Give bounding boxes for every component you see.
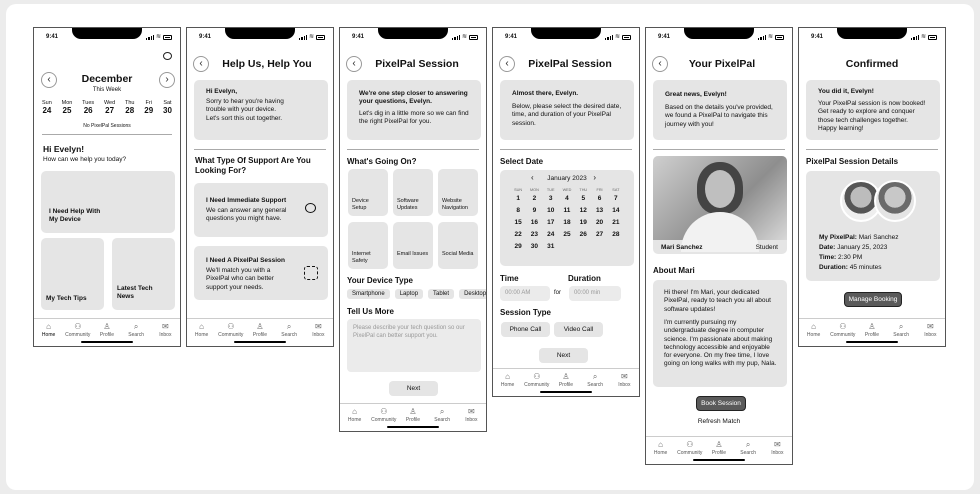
calendar-day[interactable]: 14 xyxy=(612,207,620,214)
match-card: Great news, Evelyn! Based on the details you've provided, we found a PixelPal to navigate this journey with you! xyxy=(653,80,787,140)
next-button[interactable]: Next xyxy=(539,348,588,363)
search-icon: ⌕ xyxy=(898,322,904,331)
nav-search[interactable]: ⌕ Search xyxy=(281,322,298,338)
bio-card: Hi there! I'm Mari, your dedicated PixelPal, ready to teach you all about software updates! I'm currently pursuing my undergraduate degree in computer science. I'm passionate about making technology accessible and enjoyable for everyone. On my free time, I love going on long walks with my pup, Nala. xyxy=(653,280,787,387)
inbox-icon: ✉ xyxy=(467,407,475,416)
calendar-day[interactable]: 25 xyxy=(563,231,571,238)
calendar-day[interactable]: 18 xyxy=(563,219,571,226)
home-indicator xyxy=(846,341,898,344)
calendar-day[interactable]: 15 xyxy=(514,219,522,226)
page-title: PixelPal Session xyxy=(375,58,459,70)
status-time: 9:41 xyxy=(352,34,365,40)
user-avatar xyxy=(874,180,916,222)
calendar-day[interactable]: 3 xyxy=(548,195,553,202)
profile-icon: ♙ xyxy=(562,372,570,381)
calendar-day xyxy=(575,243,591,252)
home-icon: ⌂ xyxy=(199,322,205,331)
calendar-day[interactable]: 29 xyxy=(514,243,522,250)
notch xyxy=(531,27,601,39)
calendar-day[interactable]: 12 xyxy=(579,207,587,214)
pixelpal-role: Student xyxy=(755,244,778,251)
nav-search[interactable]: ⌕ Search xyxy=(128,322,145,338)
nav-community[interactable]: ⚇ Community xyxy=(218,322,244,338)
nav-profile[interactable]: ♙ Profile xyxy=(252,322,268,338)
greeting: Hi Evelyn! xyxy=(43,144,85,154)
inbox-icon: ✉ xyxy=(926,322,934,331)
nav-inbox[interactable]: ✉ Inbox xyxy=(159,322,172,338)
device-chips xyxy=(347,289,487,299)
inbox-icon: ✉ xyxy=(773,440,781,449)
topic-social-media[interactable]: Social Media xyxy=(438,222,478,269)
home-icon: ⌂ xyxy=(658,440,664,449)
detail-pixelpal: My PixelPal: Mari Sanchez xyxy=(819,234,899,241)
signal-icon xyxy=(299,35,307,40)
notch xyxy=(72,27,142,39)
nav-home[interactable]: ⌂ Home xyxy=(653,440,668,456)
calendar-day[interactable]: 24 xyxy=(547,231,555,238)
calendar-month: January 2023 xyxy=(547,175,587,182)
nav-inbox[interactable]: ✉ Inbox xyxy=(465,407,478,423)
refresh-match-link[interactable]: Refresh Match xyxy=(697,418,741,425)
home-indicator xyxy=(387,426,439,429)
home-icon: ⌂ xyxy=(811,322,817,331)
nav-profile[interactable]: ♙ Profile xyxy=(405,407,421,423)
calendar-day xyxy=(608,243,624,252)
calendar-day[interactable]: 23 xyxy=(530,231,539,238)
community-icon: ⚇ xyxy=(380,407,388,416)
week-day[interactable]: Sun 24 xyxy=(42,100,52,115)
nav-community[interactable]: ⚇ Community xyxy=(371,407,397,423)
screen-schedule xyxy=(492,27,640,397)
back-button[interactable]: ‹ xyxy=(499,56,515,72)
calendar-day[interactable]: 6 xyxy=(597,195,602,202)
wifi-icon: ≋ xyxy=(614,34,620,40)
status-icons xyxy=(758,34,784,40)
week-day[interactable]: Tues 26 xyxy=(82,100,95,115)
signal-icon xyxy=(146,35,154,40)
week-day[interactable]: Mon 25 xyxy=(61,100,73,115)
profile-photo xyxy=(653,156,787,240)
calendar xyxy=(500,170,634,266)
inbox-icon: ✉ xyxy=(620,372,628,381)
divider xyxy=(653,149,785,150)
immediate-support-option[interactable]: I Need Immediate Support We can answer any general questions you might have. xyxy=(194,183,328,237)
next-month-icon[interactable]: › xyxy=(593,173,596,182)
for-label: for xyxy=(554,290,562,296)
calendar-day[interactable]: 27 xyxy=(595,231,604,238)
next-month-button[interactable]: › xyxy=(159,72,175,88)
wifi-icon: ≋ xyxy=(920,34,926,40)
no-sessions-label: No PixelPal Sessions xyxy=(83,123,131,129)
status-time: 9:41 xyxy=(505,34,518,40)
prev-month-icon[interactable]: ‹ xyxy=(531,173,534,182)
back-button[interactable]: ‹ xyxy=(346,56,362,72)
calendar-day[interactable]: 2 xyxy=(532,195,537,202)
status-icons xyxy=(911,34,937,40)
support-question: What Type Of Support Are You Looking For? xyxy=(195,156,311,175)
help-device-card[interactable]: I Need Help With My Device xyxy=(41,171,175,233)
nav-profile[interactable]: ♙ Profile xyxy=(99,322,115,338)
screen-home xyxy=(33,27,181,347)
week-day[interactable]: Sat 30 xyxy=(163,100,172,115)
next-button[interactable]: Next xyxy=(389,381,438,396)
detail-duration: Duration: 45 minutes xyxy=(819,264,882,271)
back-button[interactable]: ‹ xyxy=(193,56,209,72)
page-title: Help Us, Help You xyxy=(222,58,312,70)
chat-icon[interactable] xyxy=(163,52,172,60)
notch xyxy=(684,27,754,39)
calendar-day xyxy=(591,243,607,252)
topic-email-issues[interactable]: Email Issues xyxy=(393,222,433,269)
status-time: 9:41 xyxy=(46,34,59,40)
status-time: 9:41 xyxy=(199,34,212,40)
divider xyxy=(347,149,479,150)
nav-profile[interactable]: ♙ Profile xyxy=(558,372,574,388)
home-icon: ⌂ xyxy=(46,322,52,331)
inbox-icon: ✉ xyxy=(161,322,169,331)
nav-community[interactable]: ⚇ Community xyxy=(524,372,550,388)
time-label: Time xyxy=(500,274,519,283)
community-icon: ⚇ xyxy=(533,372,541,381)
nav-inbox[interactable]: ✉ Inbox xyxy=(312,322,325,338)
status-icons xyxy=(146,34,172,40)
calendar-day[interactable]: 4 xyxy=(565,195,569,202)
going-on-title: What's Going On? xyxy=(347,157,417,166)
status-time: 9:41 xyxy=(658,34,671,40)
week-day[interactable]: Fri 29 xyxy=(144,100,154,115)
nav-community[interactable]: ⚇ Community xyxy=(830,322,856,338)
nav-search[interactable]: ⌕ Search xyxy=(740,440,757,456)
nav-profile[interactable]: ♙ Profile xyxy=(864,322,880,338)
signal-icon xyxy=(605,35,613,40)
session-type-title: Session Type xyxy=(500,308,551,317)
nav-community[interactable]: ⚇ Community xyxy=(65,322,91,338)
search-icon: ⌕ xyxy=(286,322,292,331)
profile-icon: ♙ xyxy=(868,322,876,331)
search-icon: ⌕ xyxy=(745,440,751,449)
calendar-day[interactable]: 31 xyxy=(547,243,555,250)
topic-device-setup[interactable]: Device Setup xyxy=(348,169,388,216)
intro-card: Almost there, Evelyn. Below, please select the desired date, time, and duration of your PixelPal session. xyxy=(500,80,634,140)
calendar-day[interactable]: 26 xyxy=(579,231,587,238)
header xyxy=(346,55,480,73)
detail-date: Date: January 25, 2023 xyxy=(819,244,888,251)
screen-help-type xyxy=(186,27,334,347)
help-question: How can we help you today? xyxy=(43,156,127,163)
wifi-icon: ≋ xyxy=(767,34,773,40)
notch xyxy=(837,27,907,39)
community-icon: ⚇ xyxy=(227,322,235,331)
notch xyxy=(225,27,295,39)
home-indicator xyxy=(540,391,592,394)
this-week-label: This Week xyxy=(92,87,122,93)
nav-community[interactable]: ⚇ Community xyxy=(677,440,703,456)
screen-session-details xyxy=(339,27,487,432)
community-icon: ⚇ xyxy=(839,322,847,331)
home-indicator xyxy=(693,459,745,462)
topic-software-updates[interactable]: Software Updates xyxy=(393,169,433,216)
screen-confirmed xyxy=(798,27,946,347)
header xyxy=(499,55,633,73)
search-icon: ⌕ xyxy=(133,322,139,331)
manage-booking-button[interactable]: Manage Booking xyxy=(844,292,902,307)
battery-icon xyxy=(316,35,325,40)
notch xyxy=(378,27,448,39)
calendar-day[interactable]: 22 xyxy=(514,231,522,238)
battery-icon xyxy=(775,35,784,40)
battery-icon xyxy=(163,35,172,40)
search-icon: ⌕ xyxy=(439,407,445,416)
profile-icon: ♙ xyxy=(409,407,417,416)
calendar-day[interactable]: 28 xyxy=(612,231,620,238)
pixelpal-session-option[interactable]: I Need A PixelPal Session We'll match you with a PixelPal who can better support your needs. xyxy=(194,246,328,300)
device-desktop-chip[interactable]: Desktop xyxy=(459,289,487,299)
page-title: Your PixelPal xyxy=(688,58,756,70)
calendar-grid: SUN MON TUE WED THU FRI SAT 1 2 3 4 5 6 7 8 9 10 11 12 13 14 15 16 17 18 19 20 21 22 23 24 25 26 27 28 29 30 31 xyxy=(510,188,624,252)
header xyxy=(805,55,939,73)
page-title: PixelPal Session xyxy=(528,58,612,70)
device-laptop-chip[interactable]: Laptop xyxy=(395,289,423,299)
chat-bubbles-icon xyxy=(305,203,316,213)
battery-icon xyxy=(622,35,631,40)
topic-internet-safety[interactable]: Internet Safety xyxy=(348,222,388,269)
wifi-icon: ≋ xyxy=(461,34,467,40)
week-day[interactable]: Wed 27 xyxy=(103,100,116,115)
device-smartphone-chip[interactable]: Smartphone xyxy=(347,289,390,299)
people-grid-icon xyxy=(304,266,318,280)
phone-call-button[interactable]: Phone Call xyxy=(501,322,550,337)
community-icon: ⚇ xyxy=(74,322,82,331)
duration-input[interactable]: 00:00 min xyxy=(569,286,621,301)
calendar-day xyxy=(559,243,575,252)
nav-inbox[interactable]: ✉ Inbox xyxy=(618,372,631,388)
calendar-day[interactable]: 13 xyxy=(595,207,604,214)
screen-your-pixelpal xyxy=(645,27,793,465)
topic-website-navigation[interactable]: Website Navigation xyxy=(438,169,478,216)
wifi-icon: ≋ xyxy=(155,34,161,40)
back-button[interactable]: ‹ xyxy=(652,56,668,72)
person-face xyxy=(705,170,735,208)
message-card: Hi Evelyn, Sorry to hear you're having trouble with your device. Let's sort this out together. xyxy=(194,80,328,140)
battery-icon xyxy=(469,35,478,40)
detail-time: Time: 2:30 PM xyxy=(819,254,863,261)
week-day[interactable]: Thu 28 xyxy=(125,100,135,115)
signal-icon xyxy=(758,35,766,40)
divider xyxy=(42,134,172,135)
inbox-icon: ✉ xyxy=(314,322,322,331)
pixelpal-name: Mari Sanchez xyxy=(661,244,703,251)
home-icon: ⌂ xyxy=(352,407,358,416)
nav-search[interactable]: ⌕ Search xyxy=(587,372,604,388)
time-input[interactable]: 00:00 AM xyxy=(500,286,550,301)
device-tablet-chip[interactable]: Tablet xyxy=(428,289,454,299)
header xyxy=(193,55,327,73)
nav-home[interactable]: ⌂ Home xyxy=(347,407,362,423)
calendar-day[interactable]: 8 xyxy=(516,207,520,214)
nav-search[interactable]: ⌕ Search xyxy=(893,322,910,338)
calendar-day[interactable]: 10 xyxy=(547,207,555,214)
profile-icon: ♙ xyxy=(256,322,264,331)
calendar-day[interactable]: 20 xyxy=(595,219,604,226)
profile-card xyxy=(653,156,787,254)
prev-month-button[interactable]: ‹ xyxy=(41,72,57,88)
nav-home[interactable]: ⌂ Home xyxy=(41,322,56,338)
nav-profile[interactable]: ♙ Profile xyxy=(711,440,727,456)
calendar-day[interactable]: 19 xyxy=(579,219,587,226)
status-icons xyxy=(605,34,631,40)
nav-home[interactable]: ⌂ Home xyxy=(500,372,515,388)
intro-card: We're one step closer to answering your questions, Evelyn. Let's dig in a little more so we can find the right PixelPal for you. xyxy=(347,80,481,140)
device-type-title: Your Device Type xyxy=(347,276,413,285)
search-icon: ⌕ xyxy=(592,372,598,381)
status-icons xyxy=(452,34,478,40)
status-icons xyxy=(299,34,325,40)
battery-icon xyxy=(928,35,937,40)
wifi-icon: ≋ xyxy=(308,34,314,40)
nav-inbox[interactable]: ✉ Inbox xyxy=(771,440,784,456)
profile-icon: ♙ xyxy=(103,322,111,331)
details-card xyxy=(806,171,940,281)
divider xyxy=(500,149,632,150)
signal-icon xyxy=(911,35,919,40)
description-textarea[interactable]: Please describe your tech question so our PixelPal can better support you. xyxy=(347,319,481,372)
video-call-button[interactable]: Video Call xyxy=(554,322,603,337)
calendar-day[interactable]: 11 xyxy=(563,207,571,214)
calendar-day[interactable]: 21 xyxy=(612,219,620,226)
nav-inbox[interactable]: ✉ Inbox xyxy=(924,322,937,338)
nav-search[interactable]: ⌕ Search xyxy=(434,407,451,423)
signal-icon xyxy=(452,35,460,40)
nav-home[interactable]: ⌂ Home xyxy=(806,322,821,338)
calendar-day[interactable]: 16 xyxy=(530,219,539,226)
calendar-day[interactable]: 7 xyxy=(614,195,618,202)
calendar-day[interactable]: 17 xyxy=(547,219,555,226)
divider xyxy=(806,149,938,150)
tech-tips-card[interactable]: My Tech Tips xyxy=(41,238,104,310)
topic-grid xyxy=(348,169,480,269)
confirmation-card: You did it, Evelyn! Your PixelPal session is now booked! Get ready to explore and conquer those tech challenges together. Happy learning! xyxy=(806,80,940,140)
calendar-day[interactable]: 30 xyxy=(530,243,539,250)
tech-news-card[interactable]: Latest Tech News xyxy=(112,238,175,310)
profile-icon: ♙ xyxy=(715,440,723,449)
select-date-title: Select Date xyxy=(500,157,544,166)
calendar-day[interactable]: 5 xyxy=(581,195,586,202)
about-title: About Mari xyxy=(653,266,695,275)
community-icon: ⚇ xyxy=(686,440,694,449)
duration-label: Duration xyxy=(568,274,601,283)
details-title: PixelPal Session Details xyxy=(806,157,899,166)
divider xyxy=(194,149,326,150)
home-indicator xyxy=(234,341,286,344)
home-icon: ⌂ xyxy=(505,372,511,381)
nav-home[interactable]: ⌂ Home xyxy=(194,322,209,338)
week-strip xyxy=(42,100,172,115)
page-title: Confirmed xyxy=(845,58,899,70)
home-indicator xyxy=(81,341,133,344)
status-time: 9:41 xyxy=(811,34,824,40)
month-title: December xyxy=(81,73,133,85)
header xyxy=(652,55,786,73)
calendar-day[interactable]: 9 xyxy=(532,207,537,214)
book-session-button[interactable]: Book Session xyxy=(696,396,746,411)
calendar-day[interactable]: 1 xyxy=(516,195,520,202)
tell-more-title: Tell Us More xyxy=(347,307,394,316)
